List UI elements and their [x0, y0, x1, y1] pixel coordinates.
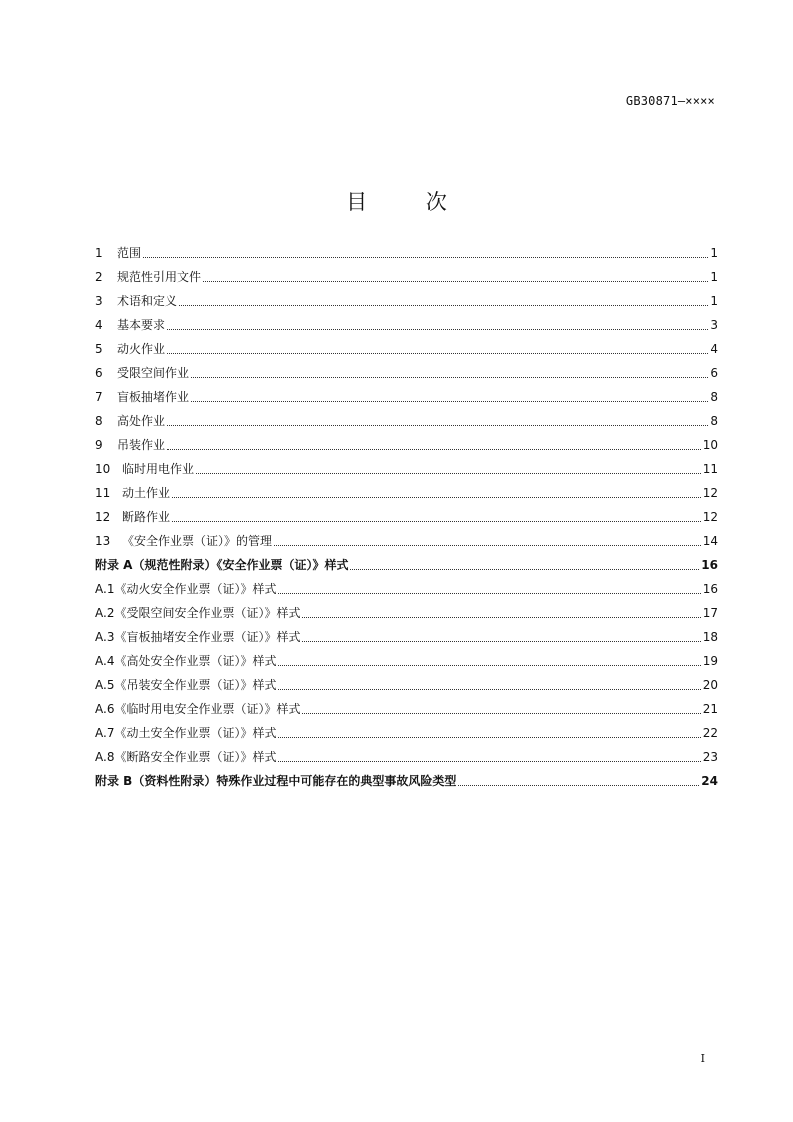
toc-entry-number: 3: [95, 294, 103, 308]
toc-entry[interactable]: [95, 769, 718, 793]
toc-entry-label: A.4《高处安全作业票（证）》样式: [95, 654, 277, 668]
toc-entry-label: 受限空间作业: [117, 366, 190, 380]
toc-entry-number: 13: [95, 534, 111, 548]
toc-entry[interactable]: [95, 433, 718, 457]
toc-list: [95, 241, 718, 793]
toc-entry-number: 10: [95, 462, 111, 476]
toc-entry-page: 18: [702, 630, 718, 644]
toc-dot-leader: [302, 640, 700, 642]
toc-entry[interactable]: [95, 529, 718, 553]
toc-entry-label: A.6《临时用电安全作业票（证）》样式: [95, 702, 301, 716]
toc-entry-page: 4: [710, 342, 718, 356]
toc-dot-leader: [143, 256, 708, 258]
toc-dot-leader: [172, 496, 701, 498]
toc-dot-leader: [278, 688, 700, 690]
toc-entry-page: 3: [710, 318, 718, 332]
toc-entry-label: 术语和定义: [117, 294, 178, 308]
toc-dot-leader: [278, 760, 700, 762]
toc-entry-label: A.1《动火安全作业票（证）》样式: [95, 582, 277, 596]
toc-entry-label: A.2《受限空间安全作业票（证）》样式: [95, 606, 301, 620]
toc-entry-page: 17: [702, 606, 718, 620]
toc-entry-page: 1: [710, 270, 718, 284]
toc-entry-number: 2: [95, 270, 103, 284]
toc-entry-number: 6: [95, 366, 103, 380]
toc-entry[interactable]: [95, 457, 718, 481]
toc-entry-label: 动土作业: [122, 486, 171, 500]
toc-entry-label: A.3《盲板抽堵安全作业票（证）》样式: [95, 630, 301, 644]
toc-entry[interactable]: [95, 361, 718, 385]
toc-entry-page: 8: [710, 390, 718, 404]
toc-dot-leader: [458, 784, 699, 786]
toc-entry[interactable]: [95, 625, 718, 649]
page-number: I: [700, 1052, 705, 1065]
toc-entry-label: 吊装作业: [117, 438, 166, 452]
toc-entry-page: 1: [710, 246, 718, 260]
toc-entry[interactable]: [95, 481, 718, 505]
toc-dot-leader: [203, 280, 708, 282]
toc-entry-page: 8: [710, 414, 718, 428]
toc-entry-label: 规范性引用文件: [117, 270, 202, 284]
toc-entry-page: 16: [701, 558, 718, 572]
toc-entry-label: 高处作业: [117, 414, 166, 428]
toc-entry-page: 1: [710, 294, 718, 308]
toc-dot-leader: [274, 544, 701, 546]
toc-entry[interactable]: [95, 241, 718, 265]
toc-entry-label: A.8《断路安全作业票（证）》样式: [95, 750, 277, 764]
toc-entry[interactable]: [95, 337, 718, 361]
toc-entry[interactable]: [95, 313, 718, 337]
toc-dot-leader: [167, 352, 708, 354]
toc-entry-number: 1: [95, 246, 103, 260]
toc-dot-leader: [278, 664, 700, 666]
toc-entry-page: 22: [702, 726, 718, 740]
toc-entry-label: 《安全作业票（证）》的管理: [122, 534, 273, 548]
toc-entry-label: A.7《动土安全作业票（证）》样式: [95, 726, 277, 740]
toc-entry[interactable]: [95, 721, 718, 745]
toc-entry-label: 基本要求: [117, 318, 166, 332]
toc-dot-leader: [302, 616, 700, 618]
toc-entry[interactable]: [95, 505, 718, 529]
toc-entry-label: 范围: [117, 246, 142, 260]
toc-dot-leader: [196, 472, 701, 474]
toc-dot-leader: [179, 304, 708, 306]
toc-entry[interactable]: [95, 289, 718, 313]
toc-dot-leader: [167, 448, 701, 450]
toc-entry-label: 断路作业: [122, 510, 171, 524]
toc-entry-page: 24: [701, 774, 718, 788]
toc-entry-page: 12: [702, 510, 718, 524]
toc-entry-label: 动火作业: [117, 342, 166, 356]
toc-entry[interactable]: [95, 673, 718, 697]
toc-dot-leader: [167, 328, 708, 330]
toc-entry-page: 11: [702, 462, 718, 476]
toc-dot-leader: [350, 568, 699, 570]
toc-entry-label: 盲板抽堵作业: [117, 390, 190, 404]
toc-dot-leader: [191, 376, 708, 378]
toc-entry[interactable]: [95, 385, 718, 409]
toc-entry-page: 20: [702, 678, 718, 692]
toc-entry-label: A.5《吊装安全作业票（证）》样式: [95, 678, 277, 692]
toc-entry-page: 14: [702, 534, 718, 548]
toc-entry[interactable]: [95, 553, 718, 577]
toc-entry-number: 11: [95, 486, 111, 500]
toc-dot-leader: [167, 424, 708, 426]
toc-entry-page: 23: [702, 750, 718, 764]
toc-dot-leader: [172, 520, 701, 522]
toc-entry-page: 10: [702, 438, 718, 452]
toc-entry[interactable]: [95, 745, 718, 769]
toc-entry-page: 12: [702, 486, 718, 500]
toc-entry[interactable]: [95, 697, 718, 721]
toc-entry-label: 附录 A（规范性附录）《安全作业票（证）》样式: [95, 558, 349, 572]
toc-entry-number: 9: [95, 438, 103, 452]
toc-entry[interactable]: [95, 649, 718, 673]
toc-entry-number: 5: [95, 342, 103, 356]
toc-entry[interactable]: [95, 601, 718, 625]
toc-entry-page: 21: [702, 702, 718, 716]
toc-entry[interactable]: [95, 265, 718, 289]
toc-entry[interactable]: [95, 577, 718, 601]
toc-entry-page: 16: [702, 582, 718, 596]
toc-entry-page: 6: [710, 366, 718, 380]
toc-dot-leader: [278, 736, 700, 738]
toc-entry-number: 12: [95, 510, 111, 524]
page-title: 目 次: [346, 190, 473, 214]
document-code: GB30871—××××: [625, 94, 715, 108]
toc-entry[interactable]: [95, 409, 718, 433]
toc-entry-number: 8: [95, 414, 103, 428]
toc-dot-leader: [302, 712, 700, 714]
toc-dot-leader: [191, 400, 708, 402]
toc-dot-leader: [278, 592, 700, 594]
toc-entry-page: 19: [702, 654, 718, 668]
toc-entry-label: 附录 B（资料性附录）特殊作业过程中可能存在的典型事故风险类型: [95, 774, 457, 788]
toc-entry-number: 4: [95, 318, 103, 332]
toc-entry-label: 临时用电作业: [122, 462, 195, 476]
toc-entry-number: 7: [95, 390, 103, 404]
